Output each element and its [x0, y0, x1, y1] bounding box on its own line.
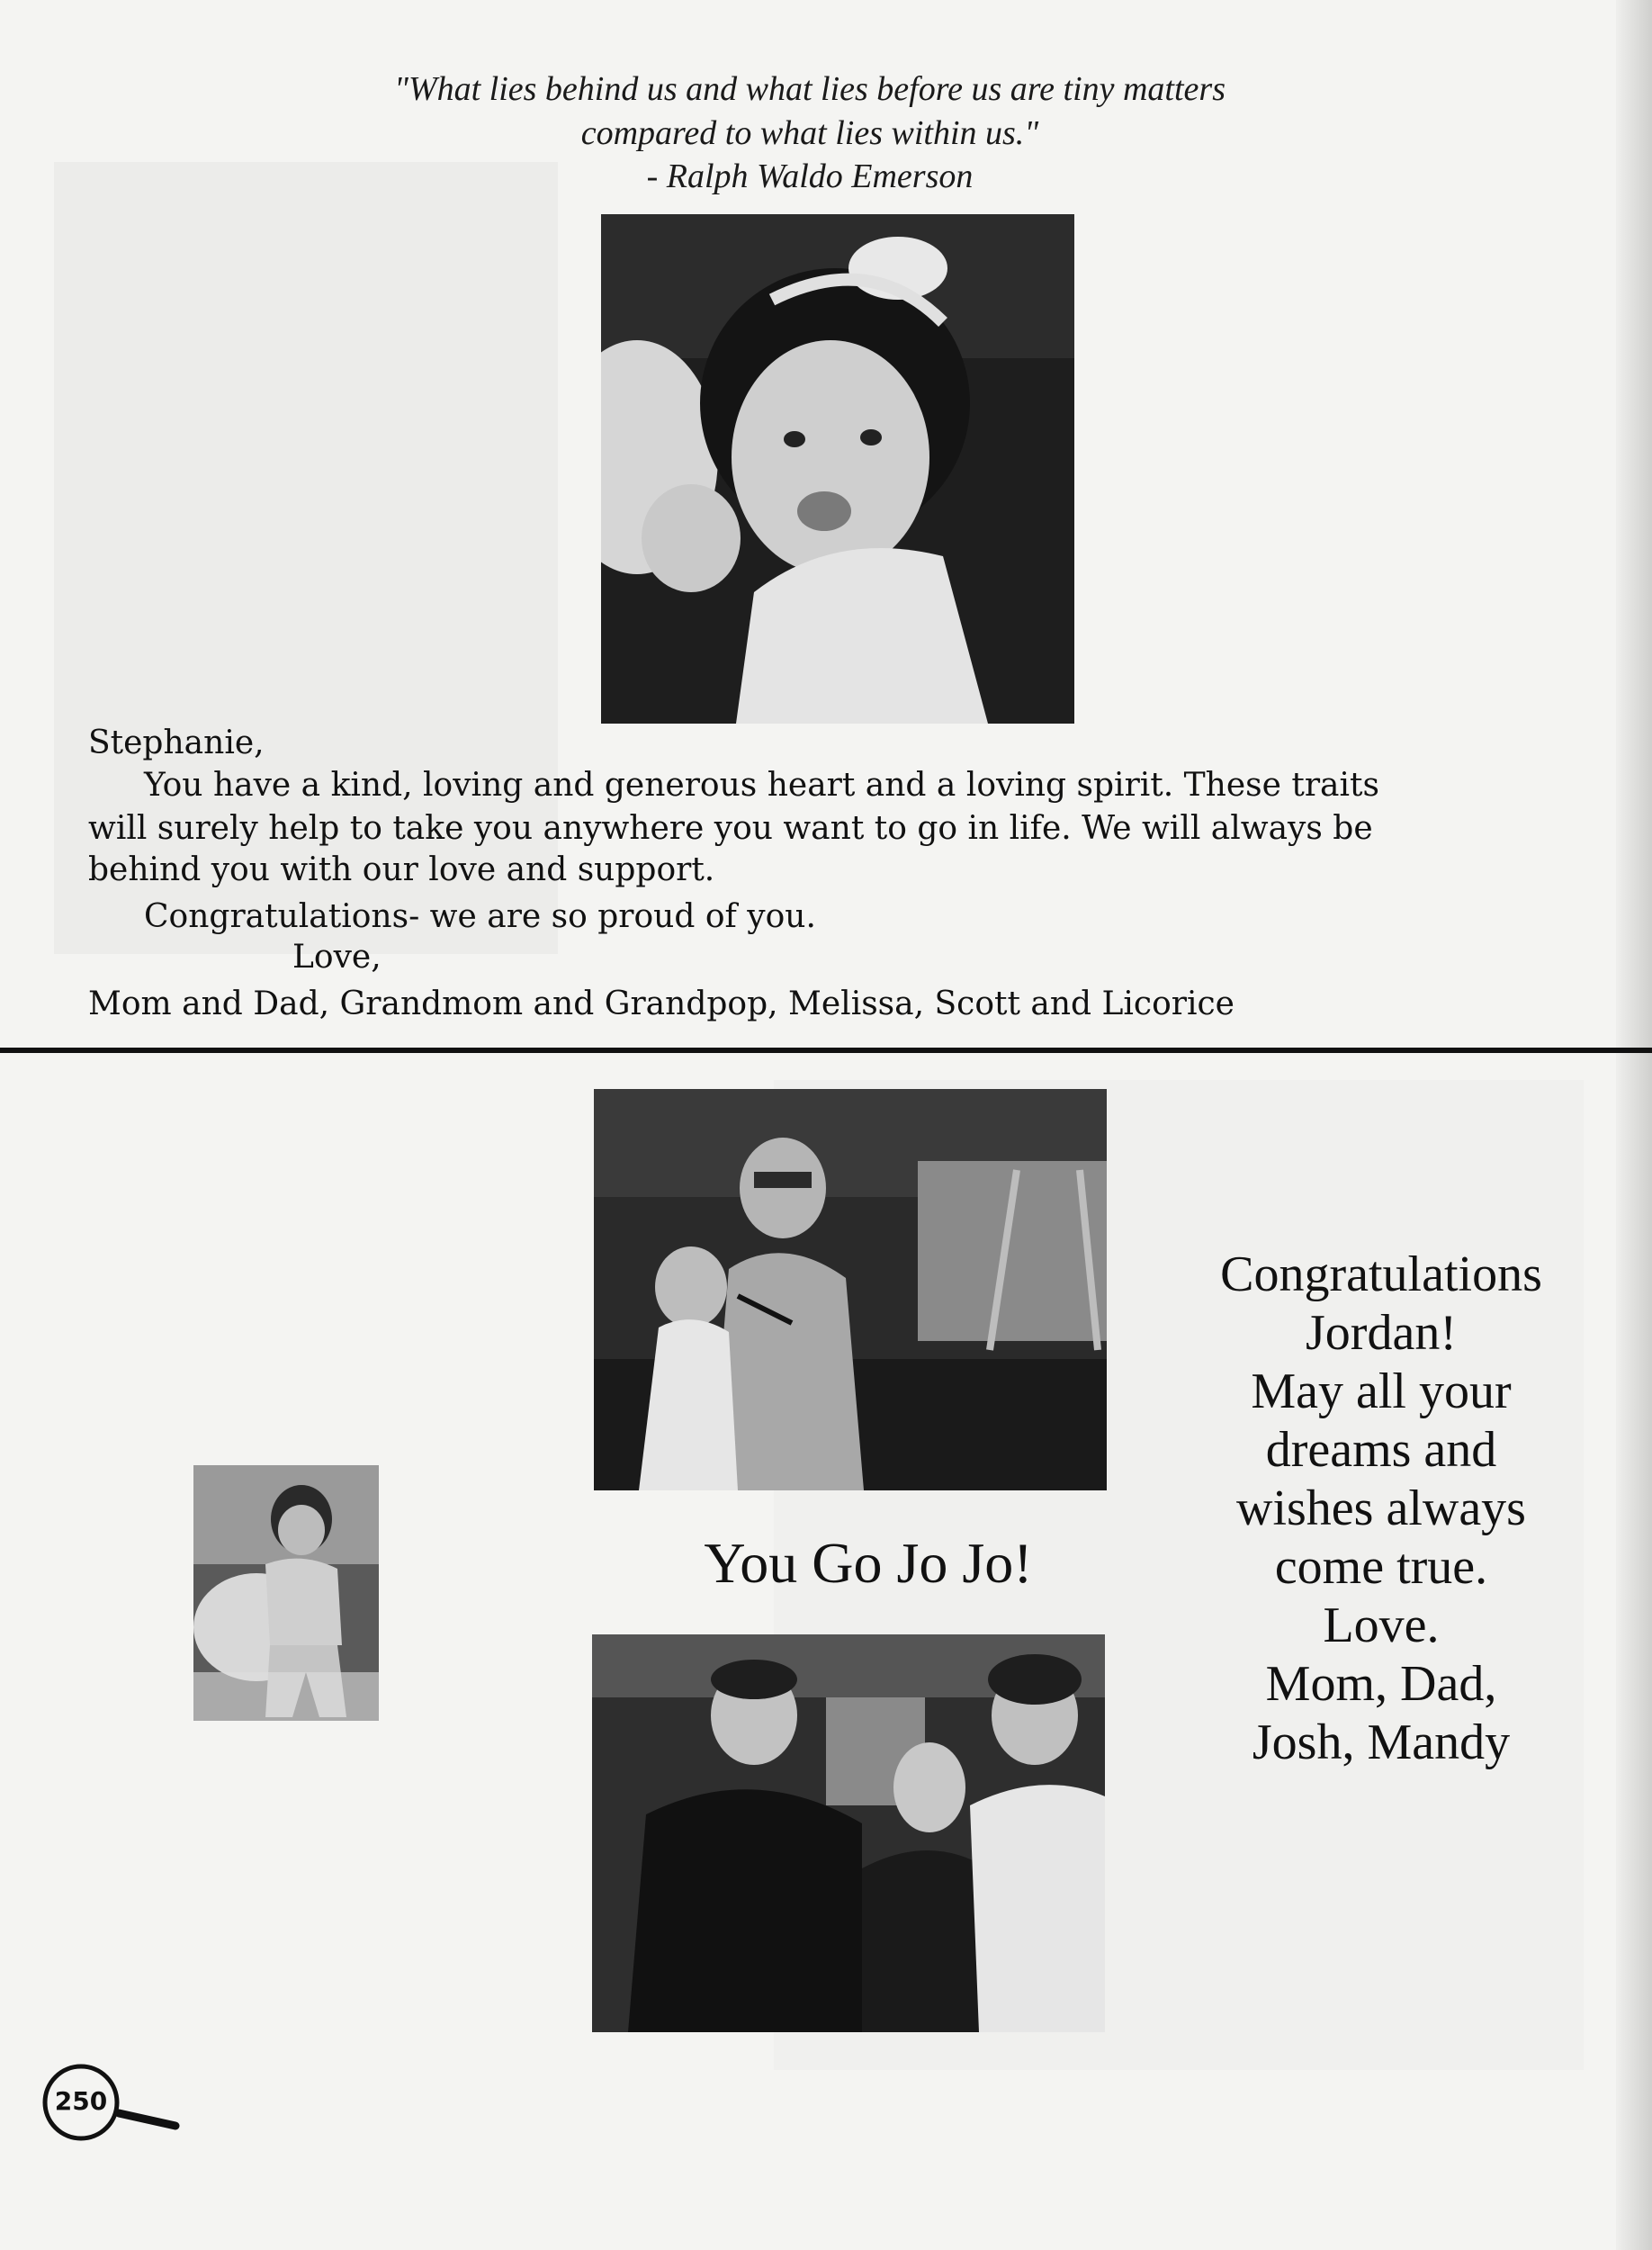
congrats-line: dreams and	[1265, 1422, 1497, 1478]
group-three-photo	[592, 1634, 1105, 2032]
boys-costume-photo	[594, 1089, 1107, 1490]
boys-photo-graphic	[594, 1089, 1107, 1490]
toddler-sitting-photo	[193, 1465, 379, 1721]
congrats-line: come true.	[1274, 1539, 1488, 1595]
page-number: 250	[54, 2086, 108, 2116]
congrats-line: Josh, Mandy	[1252, 1714, 1511, 1770]
congrats-line: Mom, Dad,	[1265, 1656, 1497, 1712]
letter-line: will surely help to take you anywhere you want to go in life. We will always be	[88, 810, 1373, 847]
letter-signature: Mom and Dad, Grandmom and Grandpop, Melissa, Scott and Licorice	[88, 986, 1235, 1022]
page-edge-shadow	[1616, 0, 1652, 2250]
letter-line: behind you with our love and support.	[88, 851, 715, 888]
quote-line-1: "What lies behind us and what lies before us are tiny matters	[393, 70, 1226, 108]
congrats-line: wishes always	[1236, 1480, 1526, 1536]
page-number-badge	[36, 2061, 189, 2151]
letter-salutation: Stephanie,	[88, 724, 265, 761]
congrats-line: Love.	[1323, 1598, 1440, 1653]
letter-closing: Love,	[292, 939, 382, 976]
quote-attribution: - Ralph Waldo Emerson	[646, 158, 974, 195]
headline-you-go-jo-jo: You Go Jo Jo!	[704, 1531, 1033, 1595]
toddler-sitting-graphic	[193, 1465, 379, 1721]
congrats-line: Jordan!	[1306, 1305, 1457, 1361]
quote-line-2: compared to what lies within us."	[580, 114, 1039, 152]
section-divider	[0, 1048, 1652, 1053]
letter-line: Congratulations- we are so proud of you.	[144, 898, 816, 935]
letter-line: You have a kind, loving and generous heart and a loving spirit. These traits	[144, 767, 1379, 804]
jordan-congrats-message	[1161, 1246, 1602, 1772]
congrats-line: May all your	[1251, 1364, 1512, 1419]
group-photo-graphic	[592, 1634, 1105, 2032]
stephanie-toddler-photo	[601, 214, 1074, 724]
toddler-photo-graphic	[601, 214, 1074, 724]
congrats-line: Congratulations	[1220, 1246, 1542, 1302]
